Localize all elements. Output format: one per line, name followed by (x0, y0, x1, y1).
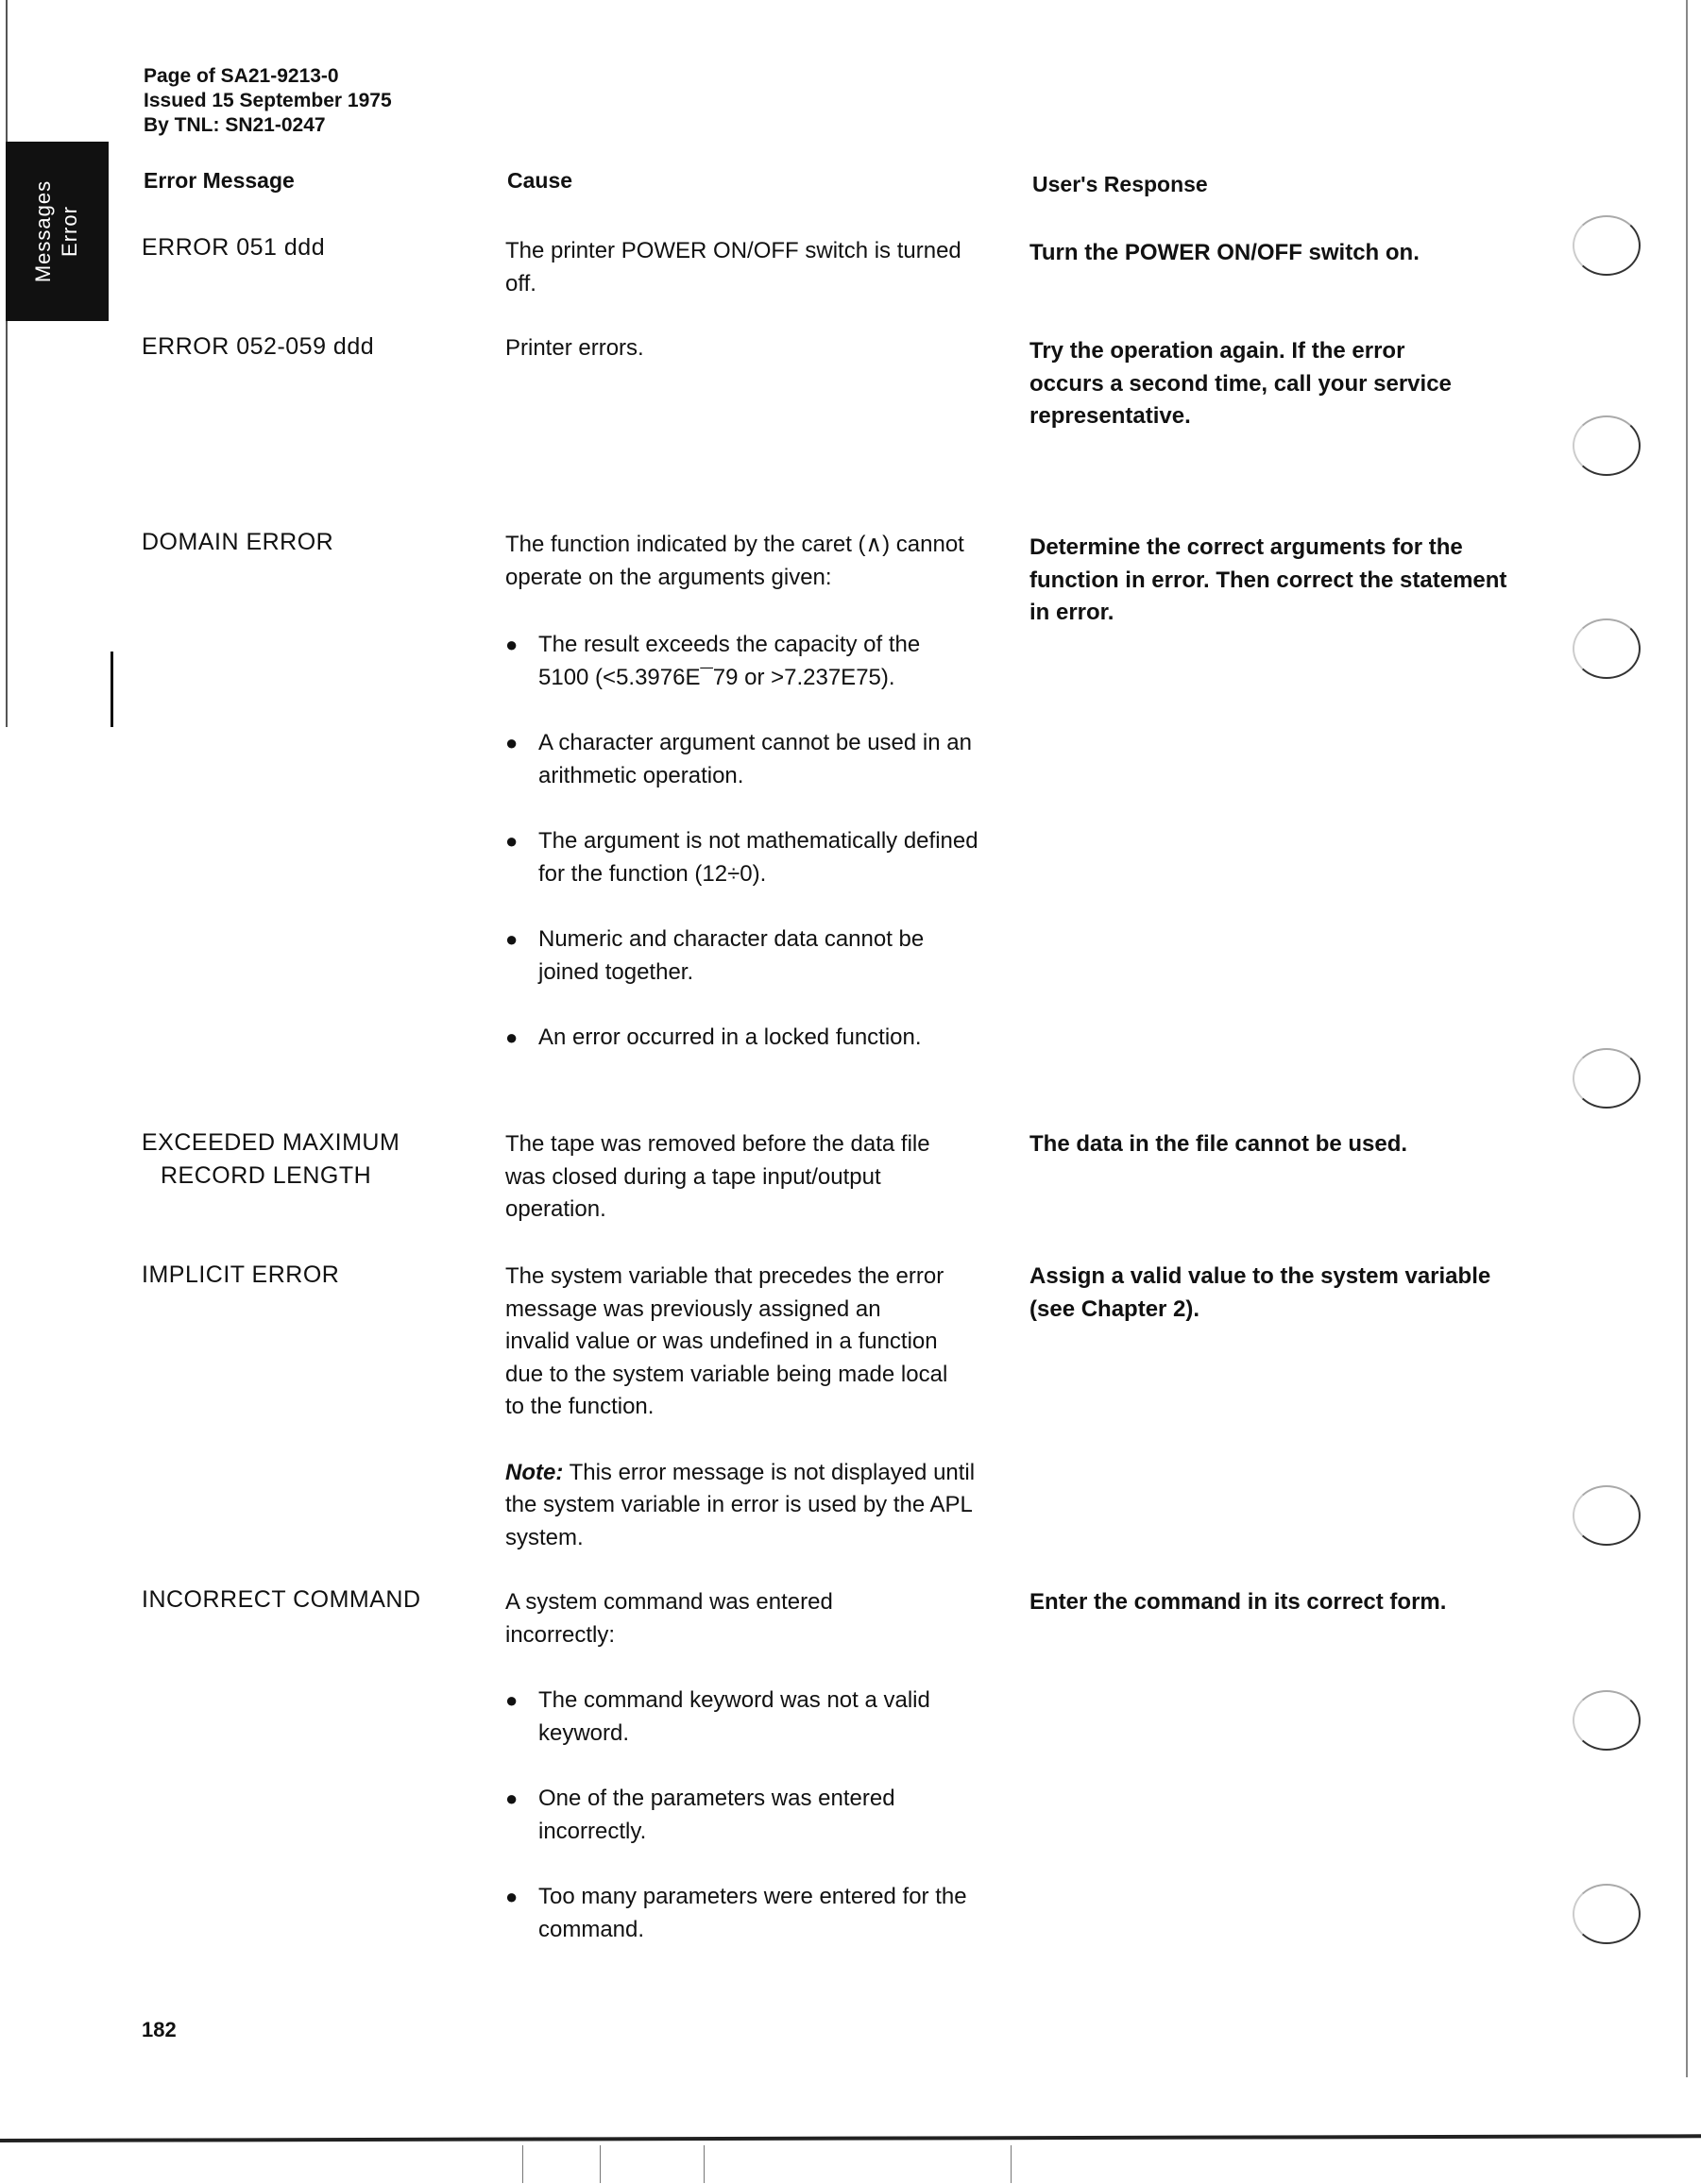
page-right-edge (1686, 0, 1688, 2077)
error-message-051: ERROR 051 ddd (142, 234, 326, 261)
bottom-rule (0, 2134, 1701, 2142)
column-heading-error-message: Error Message (144, 168, 295, 193)
cause-domain-bullet: ● A character argument cannot be used in an arithmetic operation. (505, 727, 1001, 792)
page-left-edge (6, 0, 8, 727)
error-message-052-059: ERROR 052-059 ddd (142, 333, 375, 360)
cause-incorrect-command (505, 1586, 967, 1946)
response-domain: Determine the correct arguments for the function in error. Then correct the statement in error. (1029, 534, 1507, 625)
header-page-of: Page of SA21-9213-0 (144, 65, 339, 87)
cause-incorrect-command-intro: A system command was entered incorrectly: (505, 1589, 833, 1648)
error-message-incorrect-command: INCORRECT COMMAND (142, 1586, 421, 1613)
document-header (144, 64, 392, 138)
error-message-implicit: IMPLICIT ERROR (142, 1261, 340, 1288)
binder-hole-icon (1573, 1485, 1641, 1546)
cause-incorrect-command-bullet: ● The command keyword was not a valid keyword. (505, 1685, 963, 1750)
cause-incorrect-command-bullet: ● Too many parameters were entered for the command. (505, 1881, 973, 1946)
response-051: Turn the POWER ON/OFF switch on. (1029, 240, 1420, 265)
cause-domain (505, 529, 987, 1055)
edge-tick (600, 2145, 601, 2183)
error-message-exceeded-max-record: EXCEEDED MAXIMUM RECORD LENGTH (142, 1129, 400, 1189)
cause-051: The printer POWER ON/OFF switch is turned off. (505, 238, 961, 296)
note-text: This error message is not displayed until the system variable in error is used by the APL system. (505, 1459, 976, 1550)
edge-tick (1011, 2145, 1012, 2183)
binder-hole-icon (1573, 415, 1641, 476)
cause-implicit (505, 1261, 976, 1554)
binder-hole-icon (1573, 618, 1641, 679)
cause-implicit-text: The system variable that precedes the error message was previously assigned an invalid value or was undefined in a function due to the system variable being made local to the function. (505, 1263, 948, 1419)
cause-domain-bullet: ● The argument is not mathematically defined for the function (12÷0). (505, 825, 1001, 890)
column-heading-users-response: User's Response (1032, 172, 1208, 196)
binder-hole-icon (1573, 1690, 1641, 1751)
section-tab-label: Messages Error (31, 179, 82, 283)
cause-exceeded-max-record: The tape was removed before the data file was closed during a tape input/output operation. (505, 1131, 930, 1222)
cause-052-059: Printer errors. (505, 335, 644, 361)
revision-bar (111, 652, 113, 727)
page-number: 182 (142, 2018, 177, 2041)
response-incorrect-command: Enter the command in its correct form. (1029, 1589, 1447, 1615)
binder-hole-icon (1573, 1884, 1641, 1944)
response-exceeded-max-record: The data in the file cannot be used. (1029, 1131, 1408, 1157)
edge-tick (704, 2145, 705, 2183)
cause-domain-bullet: ● Numeric and character data cannot be joined together. (505, 923, 973, 989)
error-message-domain: DOMAIN ERROR (142, 529, 334, 555)
cause-domain-bullet-text: The result exceeds the capacity of the 5100 (<5.3976E¯79 or >7.237E75). (538, 632, 921, 690)
cause-incorrect-command-bullet: ● One of the parameters was entered incorrectly. (505, 1783, 973, 1848)
edge-tick (522, 2145, 523, 2183)
cause-domain-bullet: ● An error occurred in a locked function. (505, 1022, 1029, 1055)
header-tnl: By TNL: SN21-0247 (144, 114, 326, 136)
cause-domain-intro: The function indicated by the caret (∧) cannot operate on the arguments given: (505, 532, 964, 590)
binder-hole-icon (1573, 215, 1641, 276)
column-heading-cause: Cause (507, 168, 573, 193)
note-label: Note: (505, 1459, 564, 1485)
response-implicit: Assign a valid value to the system variable (see Chapter 2). (1029, 1263, 1491, 1322)
section-tab (6, 142, 109, 321)
cause-domain-bullet (505, 629, 954, 694)
cause-implicit-note (505, 1457, 996, 1555)
binder-hole-icon (1573, 1048, 1641, 1109)
response-052-059: Try the operation again. If the error occurs a second time, call your service representative. (1029, 338, 1452, 429)
header-issued: Issued 15 September 1975 (144, 90, 392, 111)
